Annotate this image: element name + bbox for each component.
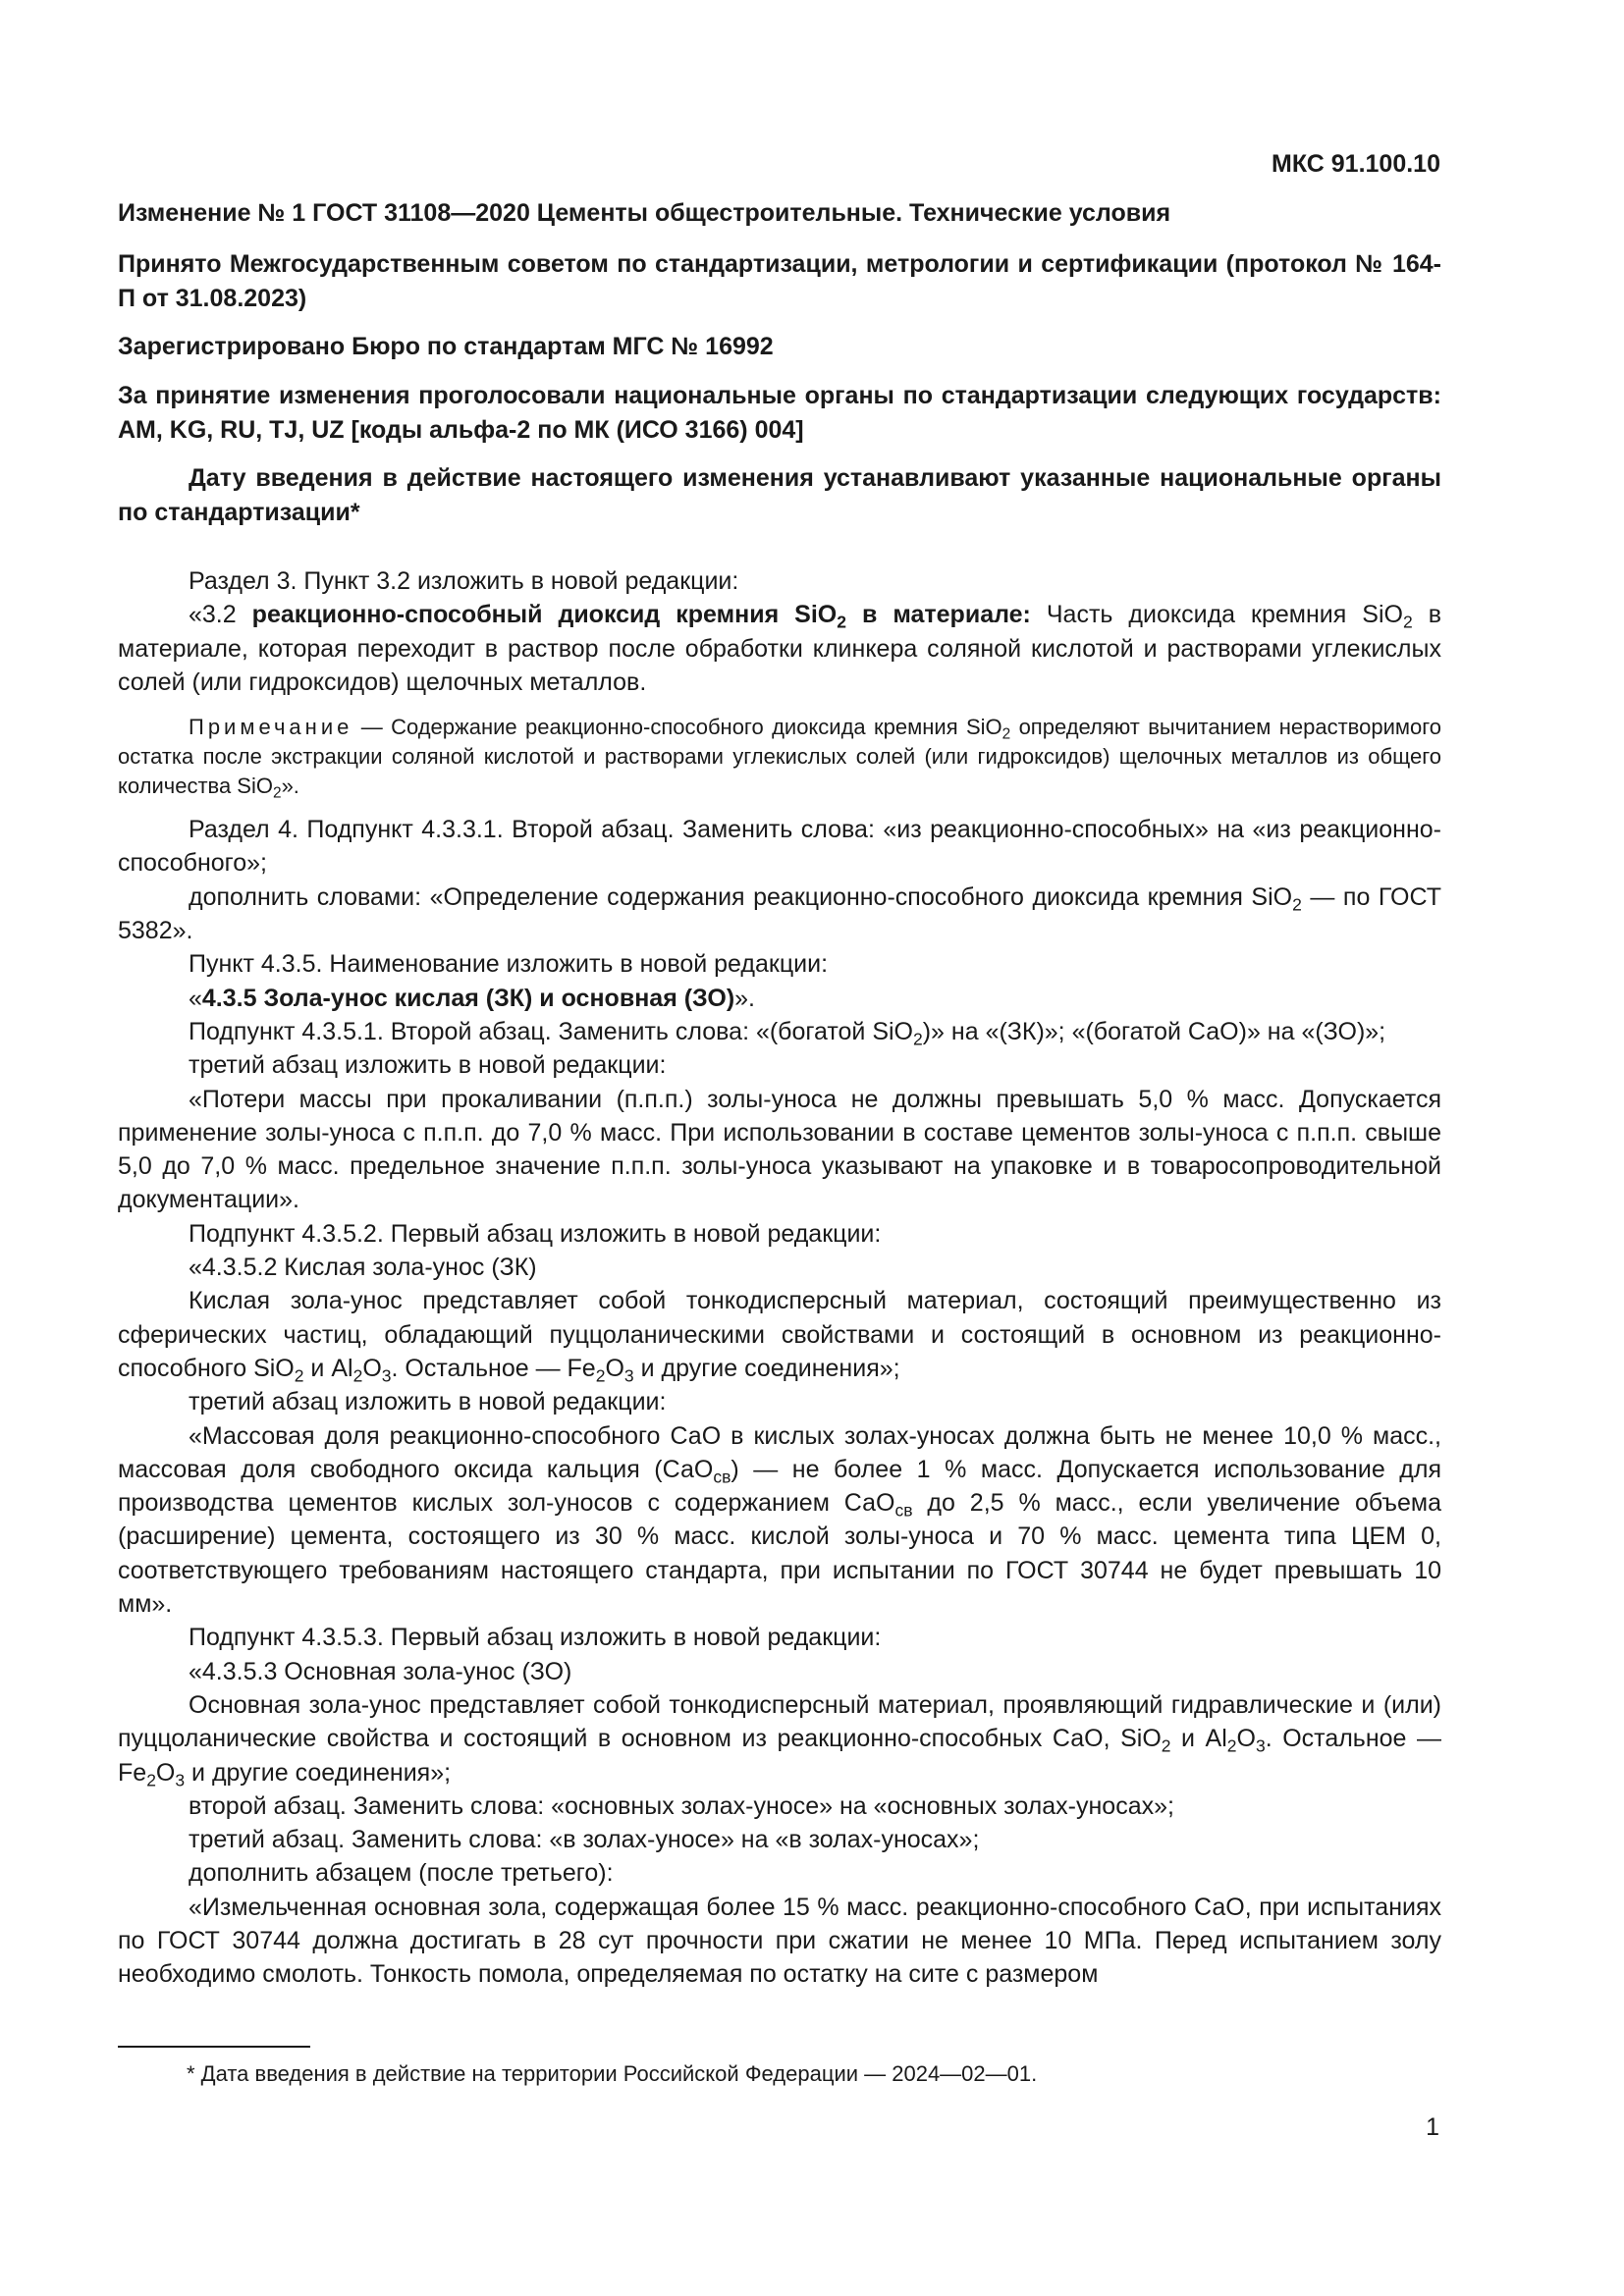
third-paragraph-instruction: третий абзац изложить в новой редакции: — [189, 1051, 667, 1080]
section-4-intro: Раздел 4. Подпункт 4.3.3.1. Второй абзац. Заменить слова: «из реакционно-способных» на «из реакционно-способного»; — [118, 816, 1441, 878]
registration-statement: Зарегистрировано Бюро по стандартам МГС № 16992 — [118, 333, 774, 360]
footnote-separator — [118, 2046, 310, 2048]
document-body — [118, 564, 1441, 1992]
page-number: 1 — [1426, 2113, 1439, 2141]
clause-4-3-5-2-title: «4.3.5.2 Кислая зола-унос (ЗК) — [189, 1254, 537, 1282]
mks-code: МКС 91.100.10 — [1272, 150, 1440, 178]
section-4-addition: дополнить словами: «Определение содержания реакционно-способного диоксида кремния SiO$_2$ — по ГОСТ 5382». — [118, 882, 1441, 945]
clause-4-3-5-3-intro: Подпункт 4.3.5.3. Первый абзац изложить в новой редакции: — [189, 1624, 882, 1652]
clause-4-3-5-3-title: «4.3.5.3 Основная зола-унос (ЗО) — [189, 1657, 572, 1685]
third-paragraph-change: третий абзац. Заменить слова: «в золах-уносе» на «в золах-уносах»; — [189, 1826, 980, 1854]
ground-ash-text: «Измельченная основная зола, содержащая более 15 % масс. реакционно-способного СаО, при испытаниях по ГОСТ 30744 должна достигать в 28 сут прочности при сжатии не менее 10 МПа. Перед испытанием золу необходимо смолоть. Тонкость помола, определяемая по остатку на сите с размером — [118, 1893, 1441, 1989]
clause-4-3-5-1-change: Подпункт 4.3.5.1. Второй абзац. Заменить слова: «(богатой SiO$_2$)» на «(ЗК)»; «(богатой СаО)» на «(ЗО)»; — [189, 1017, 1386, 1049]
loss-on-ignition-text: «Потери массы при прокаливании (п.п.п.) золы-уноса не должны превышать 5,0 % масс. Допускается применение золы-уноса с п.п.п. до 7,0 % масс. При использовании в составе цементов золы-уноса с п.п.п. свыше 5,0 до 7,0 % масс. предельное значение п.п.п. золы-уноса указывают на упаковке и в товаросопроводительной документации». — [118, 1085, 1441, 1214]
third-paragraph-instruction: третий абзац изложить в новой редакции: — [189, 1388, 667, 1416]
footnote: * Дата введения в действие на территории Российской Федерации — 2024—02—01. — [187, 2061, 1038, 2086]
voting-statement: За принятие изменения проголосовали национальные органы по стандартизации следующих государств: AM, KG, RU, TJ, UZ [коды альфа-2 по МК (ИСО 3166) 004] — [118, 382, 1441, 444]
basic-fly-ash-definition: Основная зола-унос представляет собой тонкодисперсный материал, проявляющий гидравлические и (или) пуццоланические свойства и состоящий в основном из реакционно-способных СаО, SiO$_2$ и $Al_2O_3$. Остальное — $Fe_2O_3$ и другие соединения»; — [118, 1690, 1441, 1789]
acid-fly-ash-definition: Кислая зола-унос представляет собой тонкодисперсный материал, состоящий преимущественно из сферических частиц, обладающий пуццоланическими свойствами и состоящий в основном из реакционно-способного SiO$_2$ и $Al_2O_3$. Остальное — $Fe_2O_3$ и другие соединения»; — [118, 1287, 1441, 1386]
definition-3-2: «3.2 реакционно-способный диоксид кремния SiO$_2$ в материале: Часть диоксида кремния SiO$_2$ в материале, которая переходит в раствор после обработки клинкера соляной кислотой и растворами углекислых солей (или гидроксидов) щелочных металлов. — [118, 601, 1441, 696]
effective-date-statement: Дату введения в действие настоящего изменения устанавливают указанные национальные органы по стандартизации* — [118, 464, 1441, 526]
second-paragraph-change: второй абзац. Заменить слова: «основных золах-уносе» на «основных золах-уносах»; — [189, 1791, 1174, 1820]
section-3-intro: Раздел 3. Пункт 3.2 изложить в новой редакции: — [189, 567, 739, 595]
add-paragraph-instruction: дополнить абзацем (после третьего): — [189, 1859, 614, 1888]
cao-content-text: «Массовая доля реакционно-способного СаО в кислых золах-уносах должна быть не менее 10,0 % масс., массовая доля свободного оксида кальция (СаО$_{св}$) — не более 1 % масс. Допускается использование для производства цементов кислых зол-уносов с содержанием СаО$_{св}$ до 2,5 % масс., если увеличение объема (расширение) цемента, состоящего из 30 % масс. кислой золы-уноса и 70 % масс. цемента типа ЦЕМ 0, соответствующего требованиям настоящего стандарта, при испытании по ГОСТ 30744 не будет превышать 10 мм». — [118, 1421, 1441, 1619]
clause-4-3-5-title: «4.3.5 Зола-унос кислая (ЗК) и основная (ЗО)». — [189, 984, 756, 1012]
amendment-title: Изменение № 1 ГОСТ 31108—2020 Цементы общестроительные. Технические условия — [118, 199, 1171, 227]
clause-4-3-5-2-intro: Подпункт 4.3.5.2. Первый абзац изложить в новой редакции: — [189, 1219, 882, 1248]
definition-note: Примечание — Содержание реакционно-способного диоксида кремния SiO$_2$ определяют вычитанием нерастворимого остатка после экстракции соляной кислотой и растворами углекислых солей (или гидроксидов) щелочных металлов из общего количества SiO$_2$». — [118, 715, 1441, 802]
adoption-statement: Принято Межгосударственным советом по стандартизации, метрологии и сертификации (протокол № 164-П от 31.08.2023) — [118, 250, 1441, 312]
clause-4-3-5-intro: Пункт 4.3.5. Наименование изложить в новой редакции: — [189, 950, 829, 979]
